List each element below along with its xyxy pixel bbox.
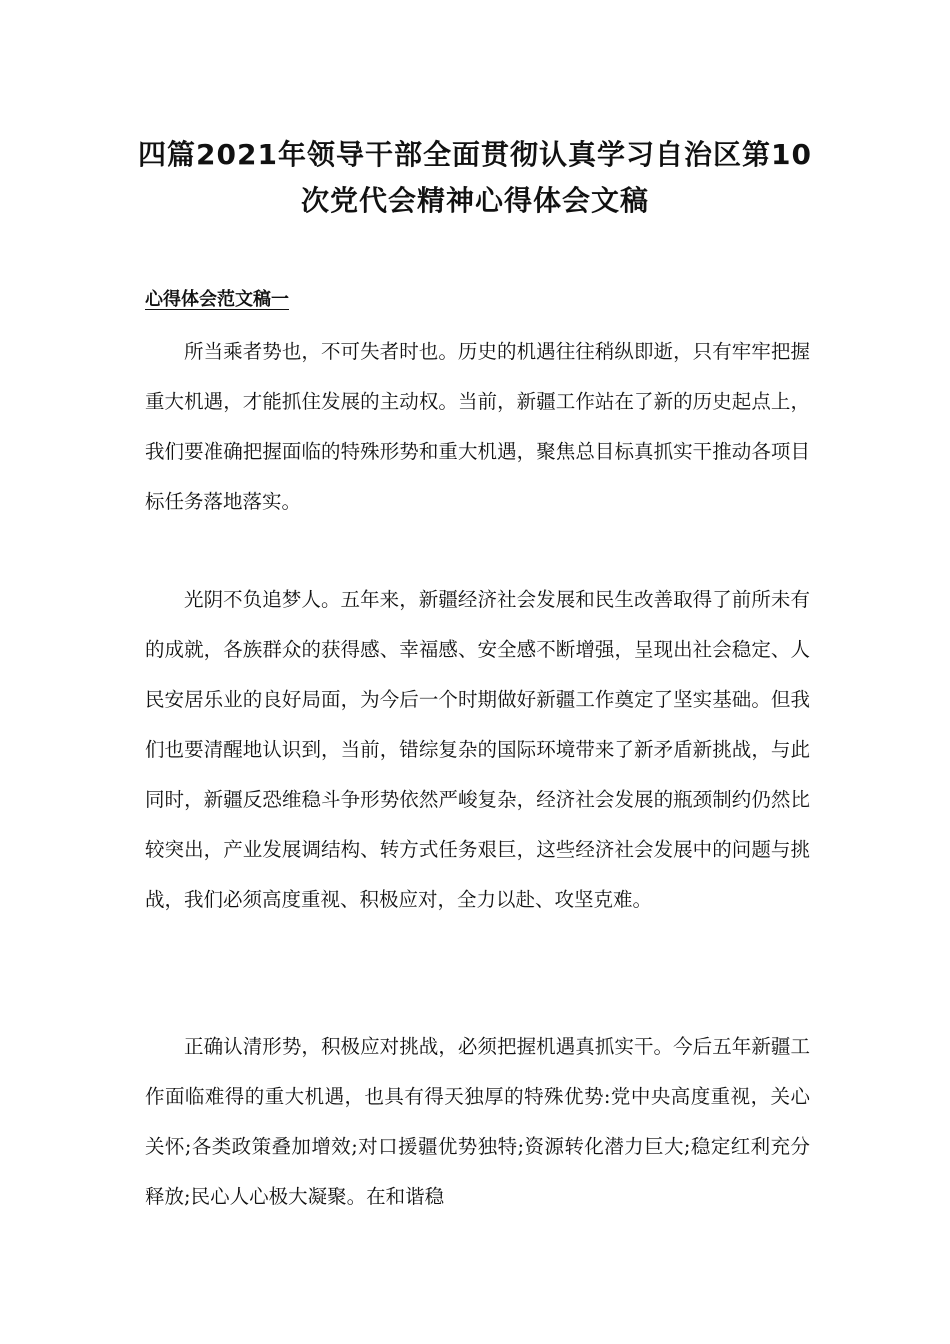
paragraph-2: 光阴不负追梦人。五年来，新疆经济社会发展和民生改善取得了前所未有的成就，各族群众的获得感、幸福感、安全感不断增强，呈现出社会稳定、人民安居乐业的良好局面，为今后一个时期做好新疆工作奠定了坚实基础。但我们也要清醒地认识到，当前，错综复杂的国际环境带来了新矛盾新挑战，与此同时，新疆反恐维稳斗争形势依然严峻复杂，经济社会发展的瓶颈制约仍然比较突出，产业发展调结构、转方式任务艰巨，这些经济社会发展中的问题与挑战，我们必须高度重视、积极应对，全力以赴、攻坚克难。 <box>145 588 810 911</box>
document-title-line-2: 次党代会精神心得体会文稿 <box>300 184 649 217</box>
section-heading: 心得体会范文稿一 <box>145 289 289 310</box>
paragraph-1: 所当乘者势也，不可失者时也。历史的机遇往往稍纵即逝，只有牢牢把握重大机遇，才能抓住发展的主动权。当前，新疆工作站在了新的历史起点上，我们要准确把握面临的特殊形势和重大机遇，聚焦总目标真抓实干推动各项目标任务落地落实。 <box>145 340 810 513</box>
paragraph-3: 正确认清形势，积极应对挑战，必须把握机遇真抓实干。今后五年新疆工作面临难得的重大机遇，也具有得天独厚的特殊优势:党中央高度重视，关心关怀;各类政策叠加增效;对口援疆优势独特;资源转化潜力巨大;稳定红利充分释放;民心人心极大凝聚。在和谐稳 <box>145 1035 810 1208</box>
document-title-line-1: 四篇2021年领导干部全面贯彻认真学习自治区第10 <box>138 138 812 171</box>
